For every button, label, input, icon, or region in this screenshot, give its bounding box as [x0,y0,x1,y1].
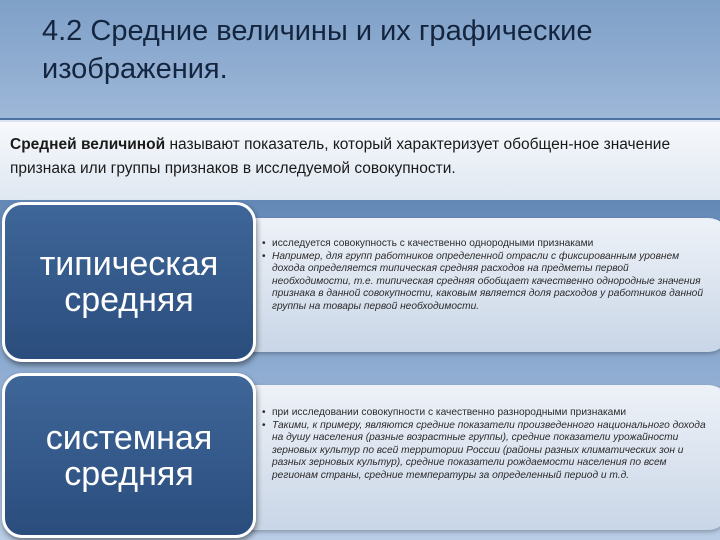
system-average-bullet: • Такими, к примеру, являются средние показатели произведенного национального дохода на душу населения (разные возрастные группы), средние показатели урожайности зерновых культур по всей территории России (районы разных климатических зон и разных зерновых культур), средние показатели рождаемости населения по всем регионам страны, средние температуры за определенный период и т.д. [262,420,710,483]
definition-text [10,133,700,181]
typical-average-row [0,202,720,362]
typical-average-bullets [262,238,710,314]
slide-title: 4.2 Средние величины и их графические изображения. [42,15,593,85]
definition-term: Средней величиной [10,136,166,153]
definition-box [0,120,720,200]
typical-average-bullet: • исследуется совокупность с качественно однородными признаками [262,238,710,251]
definition-body: называют показатель, который характеризует обобщен-ное значение признака или группы признаков в исследуемой совокупности. [10,136,671,177]
title-band [0,0,720,118]
system-average-row [0,373,720,538]
system-average-bullet: • при исследовании совокупности с качественно разнородными признаками [262,407,710,420]
typical-average-bullet: • Например, для групп работников определенной отрасли с фиксированным уровнем дохода определяется типическая средняя расходов на предметы первой необходимости, т.е. типическая средняя обобщает качественно однородные значения признака в данной совокупности, каковым является доля расходов у работников данной группы на товары первой необходимости. [262,251,710,314]
system-average-label: системная средняя [45,418,213,493]
system-average-bullets [262,407,710,483]
typical-average-label: типическая средняя [39,245,219,319]
typical-average-box [2,202,256,362]
system-average-box [2,373,256,538]
